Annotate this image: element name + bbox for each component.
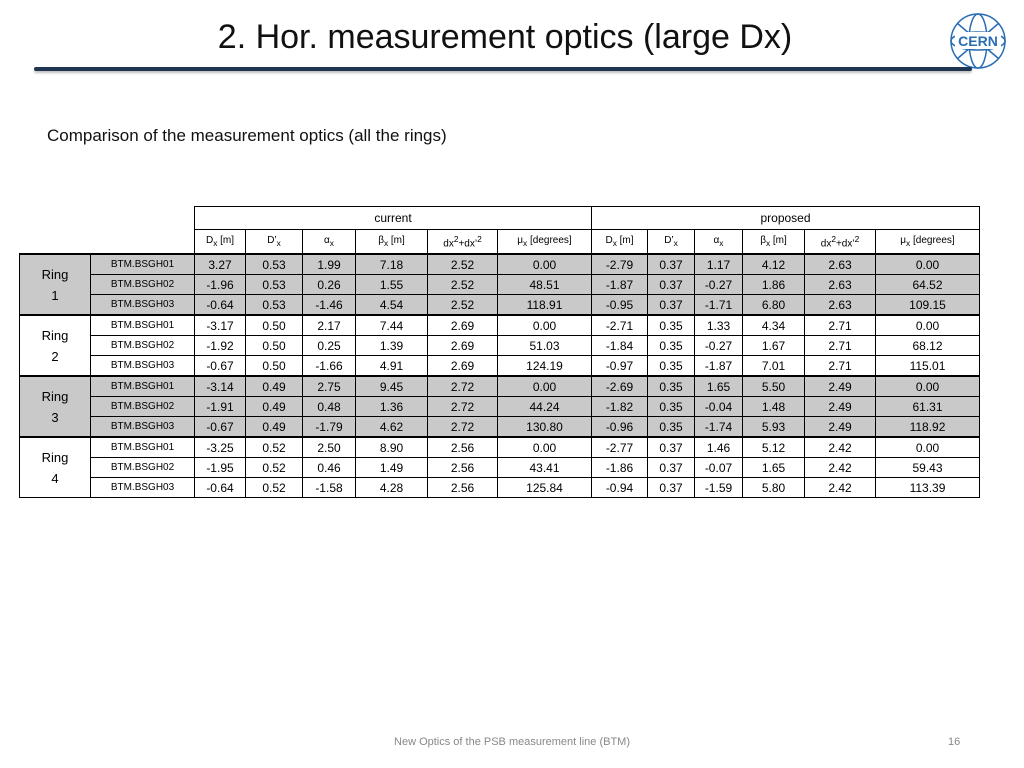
value-cell-current: -3.17 — [195, 315, 246, 336]
value-cell-current: -1.66 — [303, 356, 356, 377]
ring-number: 4 — [51, 470, 59, 486]
value-cell-proposed: 2.71 — [805, 315, 876, 336]
column-header-symbol: μ — [517, 234, 524, 246]
value-cell-current: 1.36 — [356, 397, 428, 417]
value-cell-current: 48.51 — [498, 275, 592, 295]
value-cell-current: 4.91 — [356, 356, 428, 377]
value-cell-proposed: 1.67 — [743, 336, 805, 356]
ring-label: Ring — [41, 266, 69, 282]
monitor-name: BTM.BSGH01 — [91, 437, 195, 458]
value-cell-proposed: 4.34 — [743, 315, 805, 336]
table-row — [20, 376, 980, 397]
ring-number: 2 — [51, 348, 59, 364]
value-cell-current: 2.50 — [303, 437, 356, 458]
value-cell-proposed: 0.37 — [648, 437, 695, 458]
value-cell-current: -1.58 — [303, 478, 356, 498]
value-cell-proposed: 2.63 — [805, 295, 876, 316]
value-cell-proposed: 4.12 — [743, 254, 805, 275]
value-cell-current: 0.49 — [246, 417, 303, 438]
value-cell-proposed: -0.95 — [592, 295, 648, 316]
column-header-current — [195, 230, 246, 255]
column-header-current — [246, 230, 303, 255]
value-cell-current: 125.84 — [498, 478, 592, 498]
column-header-symbol: dx — [443, 238, 454, 250]
value-cell-current: -1.95 — [195, 458, 246, 478]
value-cell-proposed: -1.87 — [592, 275, 648, 295]
value-cell-proposed: -0.94 — [592, 478, 648, 498]
value-cell-proposed: 2.42 — [805, 458, 876, 478]
value-cell-current: 2.52 — [428, 254, 498, 275]
column-header-subscript: x — [612, 237, 617, 248]
value-cell-current: 0.52 — [246, 437, 303, 458]
value-cell-current: 43.41 — [498, 458, 592, 478]
column-header-unit: [degrees] — [527, 234, 572, 246]
value-cell-proposed: 61.31 — [876, 397, 980, 417]
monitor-name: BTM.BSGH03 — [91, 478, 195, 498]
value-cell-current: 8.90 — [356, 437, 428, 458]
column-header-subscript: x — [906, 237, 911, 248]
value-cell-current: 2.52 — [428, 295, 498, 316]
value-cell-proposed: 0.37 — [648, 254, 695, 275]
value-cell-proposed: 0.35 — [648, 417, 695, 438]
ring-label-cell — [20, 376, 91, 437]
value-cell-proposed: 1.65 — [743, 458, 805, 478]
column-header-symbol: μ — [900, 234, 907, 246]
ring-label: Ring — [41, 327, 69, 343]
value-cell-current: 2.69 — [428, 336, 498, 356]
value-cell-proposed: -1.87 — [695, 356, 743, 377]
value-cell-current: 0.53 — [246, 295, 303, 316]
value-cell-proposed: 2.49 — [805, 376, 876, 397]
value-cell-proposed: 1.33 — [695, 315, 743, 336]
value-cell-proposed: 0.00 — [876, 254, 980, 275]
title-divider — [34, 67, 972, 71]
column-header-proposed — [592, 230, 648, 255]
value-cell-proposed: 0.37 — [648, 295, 695, 316]
value-cell-proposed: 7.01 — [743, 356, 805, 377]
value-cell-proposed: 2.42 — [805, 437, 876, 458]
value-cell-proposed: 1.65 — [695, 376, 743, 397]
value-cell-current: 0.48 — [303, 397, 356, 417]
column-header-current — [428, 230, 498, 255]
column-header-proposed — [648, 230, 695, 255]
table-row — [20, 336, 980, 356]
value-cell-current: 1.49 — [356, 458, 428, 478]
value-cell-current: 0.00 — [498, 315, 592, 336]
value-cell-proposed: 2.49 — [805, 417, 876, 438]
column-header-current — [356, 230, 428, 255]
table-row — [20, 417, 980, 438]
column-header-subscript: x — [213, 237, 218, 248]
value-cell-current: 0.00 — [498, 254, 592, 275]
value-cell-proposed: -2.79 — [592, 254, 648, 275]
column-header-superscript: 2 — [453, 234, 459, 244]
value-cell-proposed: -0.27 — [695, 275, 743, 295]
column-header-unit: +dx’ — [835, 238, 855, 250]
value-cell-current: 1.55 — [356, 275, 428, 295]
value-cell-proposed: 109.15 — [876, 295, 980, 316]
value-cell-proposed: 2.49 — [805, 397, 876, 417]
column-header-unit: +dx’ — [458, 238, 478, 250]
value-cell-current: 0.50 — [246, 356, 303, 377]
value-cell-current: 0.53 — [246, 254, 303, 275]
monitor-name: BTM.BSGH03 — [91, 295, 195, 316]
column-header-row — [20, 230, 980, 255]
slide-title: 2. Hor. measurement optics (large Dx) — [217, 18, 793, 56]
value-cell-proposed: -0.27 — [695, 336, 743, 356]
value-cell-proposed: 2.63 — [805, 254, 876, 275]
optics-comparison-table — [19, 206, 980, 498]
column-header-subscript: x — [765, 237, 771, 248]
column-header-unit: [m] — [388, 234, 405, 246]
value-cell-proposed: 1.48 — [743, 397, 805, 417]
value-cell-current: 2.69 — [428, 315, 498, 336]
value-cell-current: 7.44 — [356, 315, 428, 336]
ring-label: Ring — [41, 388, 69, 404]
value-cell-proposed: 0.37 — [648, 478, 695, 498]
ring-number: 1 — [51, 287, 59, 303]
value-cell-proposed: 2.42 — [805, 478, 876, 498]
value-cell-current: -0.67 — [195, 356, 246, 377]
monitor-name: BTM.BSGH01 — [91, 376, 195, 397]
value-cell-current: -1.96 — [195, 275, 246, 295]
value-cell-proposed: -1.71 — [695, 295, 743, 316]
column-header-proposed — [876, 230, 980, 255]
value-cell-current: 4.28 — [356, 478, 428, 498]
value-cell-current: 2.17 — [303, 315, 356, 336]
ring-label-cell — [20, 315, 91, 376]
value-cell-proposed: 68.12 — [876, 336, 980, 356]
table-row — [20, 295, 980, 316]
value-cell-current: 0.52 — [246, 458, 303, 478]
group-header-row — [20, 207, 980, 230]
column-header-subscript: x — [673, 237, 678, 248]
value-cell-current: -1.91 — [195, 397, 246, 417]
cern-logo-text: CERN — [958, 33, 998, 49]
value-cell-proposed: 0.35 — [648, 356, 695, 377]
column-header-subscript: x — [276, 237, 281, 248]
column-header-unit: [degrees] — [910, 234, 955, 246]
value-cell-proposed: -0.96 — [592, 417, 648, 438]
monitor-name: BTM.BSGH02 — [91, 397, 195, 417]
value-cell-proposed: 115.01 — [876, 356, 980, 377]
value-cell-proposed: 0.37 — [648, 275, 695, 295]
value-cell-proposed: -1.74 — [695, 417, 743, 438]
column-header-proposed — [805, 230, 876, 255]
value-cell-current: 2.75 — [303, 376, 356, 397]
value-cell-current: 2.69 — [428, 356, 498, 377]
column-header-symbol: D’ — [664, 234, 674, 246]
value-cell-current: -1.46 — [303, 295, 356, 316]
value-cell-proposed: -0.97 — [592, 356, 648, 377]
value-cell-proposed: -1.86 — [592, 458, 648, 478]
value-cell-proposed: 6.80 — [743, 295, 805, 316]
column-header-symbol: β — [378, 234, 384, 246]
value-cell-current: 0.00 — [498, 376, 592, 397]
value-cell-current: -1.92 — [195, 336, 246, 356]
value-cell-proposed: 0.00 — [876, 437, 980, 458]
slide-footer: New Optics of the PSB measurement line (BTM) — [394, 736, 630, 748]
table-row — [20, 437, 980, 458]
monitor-name: BTM.BSGH01 — [91, 315, 195, 336]
table-row — [20, 478, 980, 498]
value-cell-proposed: 2.71 — [805, 336, 876, 356]
table-row — [20, 397, 980, 417]
value-cell-proposed: 0.00 — [876, 376, 980, 397]
value-cell-proposed: 0.35 — [648, 315, 695, 336]
value-cell-current: 9.45 — [356, 376, 428, 397]
column-header-symbol: D — [605, 234, 613, 246]
value-cell-proposed: -2.69 — [592, 376, 648, 397]
value-cell-proposed: -1.82 — [592, 397, 648, 417]
value-cell-current: 1.99 — [303, 254, 356, 275]
value-cell-proposed: 1.17 — [695, 254, 743, 275]
value-cell-proposed: -1.84 — [592, 336, 648, 356]
value-cell-proposed: 5.93 — [743, 417, 805, 438]
value-cell-current: -0.64 — [195, 478, 246, 498]
value-cell-current: 0.52 — [246, 478, 303, 498]
value-cell-current: 51.03 — [498, 336, 592, 356]
value-cell-proposed: 0.35 — [648, 397, 695, 417]
value-cell-current: 2.72 — [428, 417, 498, 438]
monitor-name: BTM.BSGH03 — [91, 356, 195, 377]
value-cell-proposed: 0.37 — [648, 458, 695, 478]
monitor-name: BTM.BSGH02 — [91, 336, 195, 356]
column-header-unit: [m] — [217, 234, 235, 246]
value-cell-current: 2.56 — [428, 437, 498, 458]
value-cell-current: 0.25 — [303, 336, 356, 356]
value-cell-current: 44.24 — [498, 397, 592, 417]
value-cell-current: 2.52 — [428, 275, 498, 295]
value-cell-current: 3.27 — [195, 254, 246, 275]
column-header-subscript: x — [523, 237, 528, 248]
value-cell-proposed: -0.04 — [695, 397, 743, 417]
value-cell-current: -0.67 — [195, 417, 246, 438]
column-header-symbol: dx — [820, 238, 832, 250]
column-header-unit: [m] — [616, 234, 634, 246]
group-header-current: current — [195, 207, 592, 230]
value-cell-current: 0.53 — [246, 275, 303, 295]
value-cell-proposed: 2.71 — [805, 356, 876, 377]
value-cell-proposed: -0.07 — [695, 458, 743, 478]
value-cell-proposed: 1.86 — [743, 275, 805, 295]
value-cell-current: 1.39 — [356, 336, 428, 356]
column-header-symbol: D’ — [267, 234, 277, 246]
column-header-symbol: α — [324, 234, 330, 246]
value-cell-current: 124.19 — [498, 356, 592, 377]
value-cell-current: 4.54 — [356, 295, 428, 316]
column-header-proposed — [743, 230, 805, 255]
value-cell-current: 118.91 — [498, 295, 592, 316]
table-row — [20, 458, 980, 478]
ring-number: 3 — [51, 409, 59, 425]
value-cell-proposed: 118.92 — [876, 417, 980, 438]
monitor-name: BTM.BSGH01 — [91, 254, 195, 275]
value-cell-current: 0.00 — [498, 437, 592, 458]
value-cell-current: 2.72 — [428, 376, 498, 397]
column-header-symbol: D — [205, 234, 214, 246]
value-cell-proposed: 5.80 — [743, 478, 805, 498]
column-header-subscript: x — [383, 237, 389, 248]
monitor-name: BTM.BSGH02 — [91, 458, 195, 478]
value-cell-current: 7.18 — [356, 254, 428, 275]
monitor-name: BTM.BSGH03 — [91, 417, 195, 438]
monitor-name: BTM.BSGH02 — [91, 275, 195, 295]
column-header-subscript: x — [329, 237, 334, 248]
column-header-subscript: x — [719, 237, 724, 248]
ring-label: Ring — [41, 449, 69, 465]
value-cell-current: 4.62 — [356, 417, 428, 438]
group-header-proposed: proposed — [592, 207, 980, 230]
value-cell-proposed: 5.12 — [743, 437, 805, 458]
column-header-proposed — [695, 230, 743, 255]
value-cell-current: 130.80 — [498, 417, 592, 438]
value-cell-proposed: -2.71 — [592, 315, 648, 336]
value-cell-proposed: 0.00 — [876, 315, 980, 336]
value-cell-current: 0.49 — [246, 397, 303, 417]
table-row — [20, 254, 980, 275]
value-cell-current: 0.26 — [303, 275, 356, 295]
value-cell-current: 0.49 — [246, 376, 303, 397]
column-header-symbol: β — [760, 234, 766, 246]
value-cell-current: 0.46 — [303, 458, 356, 478]
value-cell-proposed: 0.35 — [648, 376, 695, 397]
value-cell-proposed: 113.39 — [876, 478, 980, 498]
value-cell-current: 2.72 — [428, 397, 498, 417]
value-cell-proposed: 59.43 — [876, 458, 980, 478]
value-cell-current: 2.56 — [428, 478, 498, 498]
ring-label-cell — [20, 254, 91, 315]
value-cell-proposed: 2.63 — [805, 275, 876, 295]
value-cell-proposed: -2.77 — [592, 437, 648, 458]
value-cell-proposed: 0.35 — [648, 336, 695, 356]
value-cell-proposed: 5.50 — [743, 376, 805, 397]
value-cell-proposed: 1.46 — [695, 437, 743, 458]
table-row — [20, 356, 980, 377]
column-header-superscript: 2 — [477, 234, 482, 244]
value-cell-proposed: -1.59 — [695, 478, 743, 498]
value-cell-current: -1.79 — [303, 417, 356, 438]
value-cell-current: 0.50 — [246, 336, 303, 356]
value-cell-current: 2.56 — [428, 458, 498, 478]
value-cell-current: -0.64 — [195, 295, 246, 316]
value-cell-current: -3.25 — [195, 437, 246, 458]
value-cell-current: -3.14 — [195, 376, 246, 397]
column-header-superscript: 2 — [854, 234, 860, 244]
table-row — [20, 275, 980, 295]
column-header-unit: [m] — [770, 234, 787, 246]
page-number: 16 — [948, 736, 961, 748]
slide-subtitle: Comparison of the measurement optics (all the rings) — [47, 126, 447, 145]
column-header-symbol: α — [713, 234, 720, 246]
column-header-current — [498, 230, 592, 255]
ring-label-cell — [20, 437, 91, 498]
table-row — [20, 315, 980, 336]
column-header-current — [303, 230, 356, 255]
value-cell-proposed: 64.52 — [876, 275, 980, 295]
value-cell-current: 0.50 — [246, 315, 303, 336]
column-header-superscript: 2 — [831, 234, 836, 244]
